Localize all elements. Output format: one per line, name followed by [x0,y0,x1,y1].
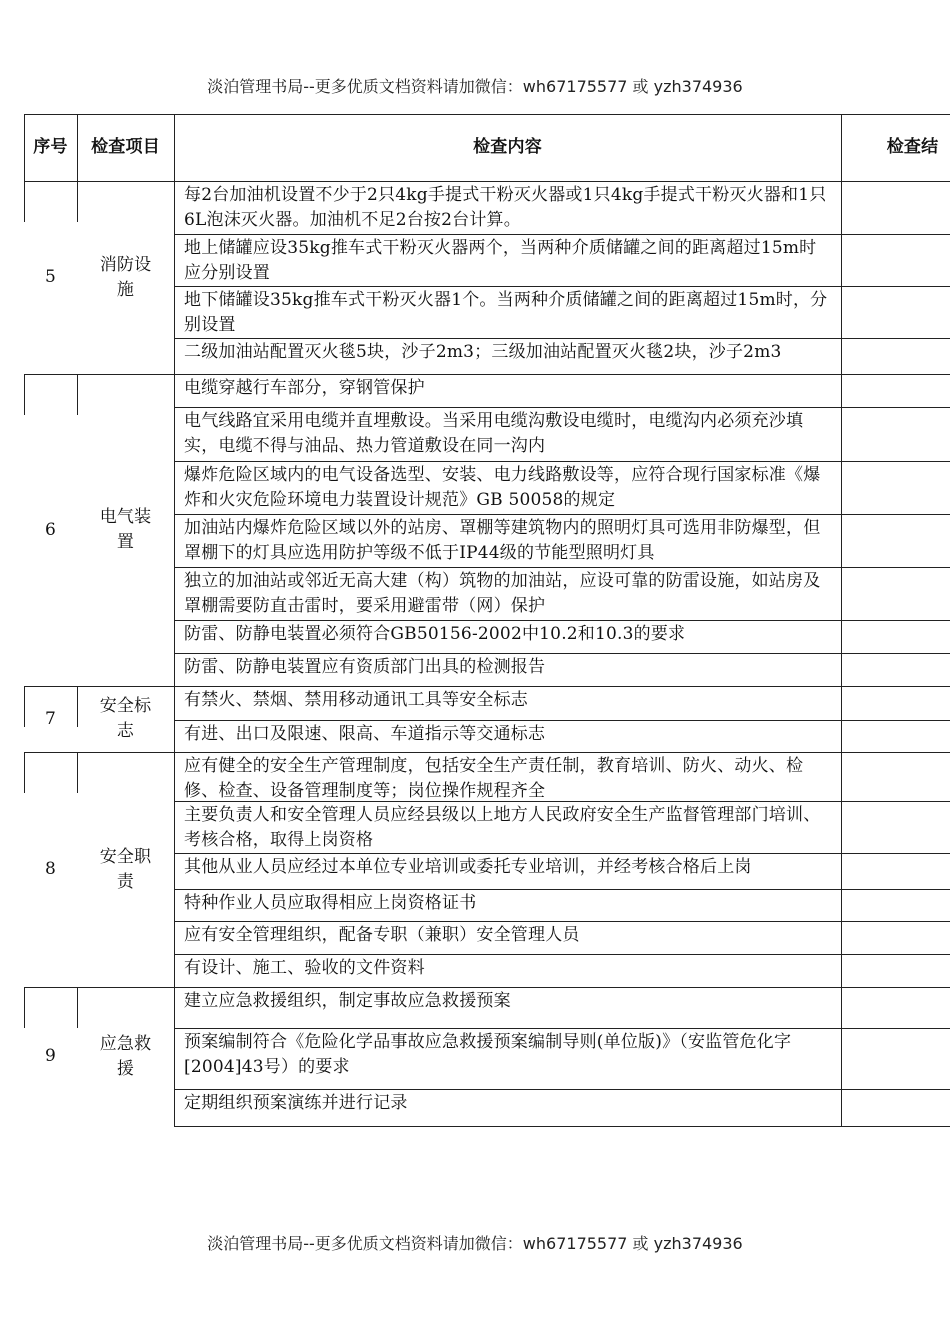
check-result-cell [841,181,950,234]
check-content: 应有健全的安全生产管理制度，包括安全生产责任制，教育培训、防火、动火、检修、检查、设备管理制度等；岗位操作规程齐全 [184,756,804,801]
check-result-cell [841,286,950,338]
row-divider [174,853,950,854]
section-number-text: 9 [44,1046,57,1066]
check-content: 电气线路宜采用电缆并直埋敷设。当采用电缆沟敷设电缆时，电缆沟内必须充沙填实，电缆不得与油品、热力管道敷设在同一沟内 [184,411,804,456]
item-border-fragment [77,374,78,415]
row-divider [174,338,950,339]
check-content: 独立的加油站或邻近无高大建（构）筑物的加油站，应设可靠的防雷设施，如站房及罩棚需要防直击雷时，要采用避雷带（网）保护 [184,571,821,616]
check-result-cell [841,987,950,1028]
check-content: 建立应急救援组织，制定事故应急救援预案 [184,991,511,1011]
column-divider [841,114,842,182]
check-content: 特种作业人员应取得相应上岗资格证书 [184,893,477,913]
row-divider [174,1028,950,1029]
check-result-cell [841,801,950,853]
row-divider [174,286,950,287]
check-content: 其他从业人员应经过本单位专业培训或委托专业培训，并经考核合格后上岗 [184,857,752,877]
check-content: 防雷、防静电装置应有资质部门出具的检测报告 [184,657,546,677]
content-left-border [174,181,175,375]
check-result-cell [841,620,950,653]
check-result-cell [841,514,950,567]
header-content [174,114,841,181]
check-result-cell [841,752,950,801]
row-divider [174,567,950,568]
header-seq [24,114,77,181]
section-top-border [24,987,950,988]
check-content: 加油站内爆炸危险区域以外的站房、罩棚等建筑物内的照明灯具可选用非防爆型，但罩棚下的灯具应选用防护等级不低于IP44级的节能型照明灯具 [184,518,821,563]
content-left-border [174,374,175,687]
row-divider [174,889,950,890]
section-item [77,987,174,1126]
check-result-cell [841,1028,950,1089]
row-divider [174,1089,950,1090]
row-divider [174,921,950,922]
page-footer-text: 淡泊管理书局--更多优质文档资料请加微信：wh67175577 或 yzh374936 [207,1234,743,1253]
result-left-border [841,686,842,753]
row-divider [174,653,950,654]
check-content: 预案编制符合《危险化学品事故应急救援预案编制导则(单位版)》（安监管危化字[2004]43号）的要求 [184,1032,792,1077]
left-border-fragment [24,987,25,1028]
check-content: 地下储罐设35kg推车式干粉灭火器1个。当两种介质储罐之间的距离超过15m时，分别设置 [184,290,828,335]
check-result-cell [841,853,950,889]
check-content: 定期组织预案演练并进行记录 [184,1093,408,1113]
result-left-border [841,987,842,1127]
check-result-cell [841,889,950,921]
table-bottom-border [174,1126,950,1127]
row-divider [174,620,950,621]
content-left-border [174,987,175,1127]
check-content: 防雷、防静电装置必须符合GB50156-2002中10.2和10.3的要求 [184,624,686,644]
section-number [24,181,77,374]
section-item-text: 应急救援 [99,1033,152,1079]
check-result-cell [841,461,950,514]
left-border-fragment [24,752,25,793]
section-number [24,374,77,686]
check-result-cell [841,921,950,954]
section-item-text: 安全职责 [99,846,152,892]
check-result-cell [841,374,950,407]
row-divider [174,461,950,462]
section-item [77,181,174,374]
section-top-border [24,752,950,753]
column-divider [174,114,175,182]
section-number-text: 8 [44,859,57,879]
result-left-border [841,181,842,375]
row-divider [174,801,950,802]
left-border [24,114,25,182]
section-item [77,374,174,686]
section-top-border [24,181,950,182]
check-content: 二级加油站配置灭火毯5块，沙子2m3；三级加油站配置灭火毯2块，沙子2m3 [184,342,782,362]
section-item-text: 安全标志 [99,696,152,741]
section-number-text: 7 [44,708,57,729]
header-item-label: 检查项目 [91,137,160,157]
section-number-text: 6 [44,519,57,540]
item-border-fragment [77,686,78,727]
check-content: 地上储罐应设35kg推车式干粉灭火器两个，当两种介质储罐之间的距离超过15m时应分别设置 [184,238,817,283]
check-result-cell [841,234,950,286]
content-left-border [174,686,175,753]
check-content: 有禁火、禁烟、禁用移动通讯工具等安全标志 [184,690,528,710]
section-top-border [24,686,950,687]
row-divider [174,234,950,235]
section-item [77,686,174,752]
header-content-label: 检查内容 [473,137,542,157]
row-divider [174,954,950,955]
check-content: 应有安全管理组织，配备专职（兼职）安全管理人员 [184,925,580,945]
check-content: 主要负责人和安全管理人员应经县级以上地方人民政府安全生产监督管理部门培训、考核合格，取得上岗资格 [184,805,821,850]
section-number [24,987,77,1126]
check-content: 爆炸危险区域内的电气设备选型、安装、电力线路敷设等，应符合现行国家标准《爆炸和火灾危险环境电力装置设计规范》GB 50058的规定 [184,465,821,510]
row-divider [174,407,950,408]
row-divider [174,720,950,721]
section-item-text: 电气装置 [99,507,152,552]
check-result-cell [841,338,950,374]
check-result-cell [841,653,950,686]
check-result-cell [841,720,950,752]
result-left-border [841,752,842,988]
page-header-text: 淡泊管理书局--更多优质文档资料请加微信：wh67175577 或 yzh374936 [207,77,743,96]
left-border-fragment [24,686,25,727]
item-border-fragment [77,987,78,1028]
section-item-text: 消防设施 [99,254,152,300]
header-seq-label: 序号 [33,137,68,157]
check-content: 有进、出口及限速、限高、车道指示等交通标志 [184,724,546,744]
row-divider [174,514,950,515]
header-item [77,114,174,181]
section-top-border [24,374,950,375]
column-divider [77,114,78,182]
section-number-text: 5 [44,267,57,287]
left-border-fragment [24,374,25,415]
result-left-border [841,374,842,687]
check-result-cell [841,954,950,987]
header-result [841,114,950,181]
check-content: 电缆穿越行车部分，穿钢管保护 [184,378,425,398]
section-number [24,752,77,987]
content-left-border [174,752,175,988]
item-border-fragment [77,752,78,793]
item-border-fragment [77,181,78,222]
check-content: 有设计、施工、验收的文件资料 [184,958,425,978]
check-content: 每2台加油机设置不少于2只4kg手提式干粉灭火器或1只4kg手提式干粉灭火器和1只6L泡沫灭火器。加油机不足2台按2台计算。 [184,185,827,230]
check-result-cell [841,686,950,720]
left-border-fragment [24,181,25,222]
check-result-cell [841,407,950,461]
check-result-cell [841,1089,950,1126]
section-item [77,752,174,987]
header-result-label: 检查结 [886,137,939,157]
check-result-cell [841,567,950,620]
section-number [24,686,77,752]
